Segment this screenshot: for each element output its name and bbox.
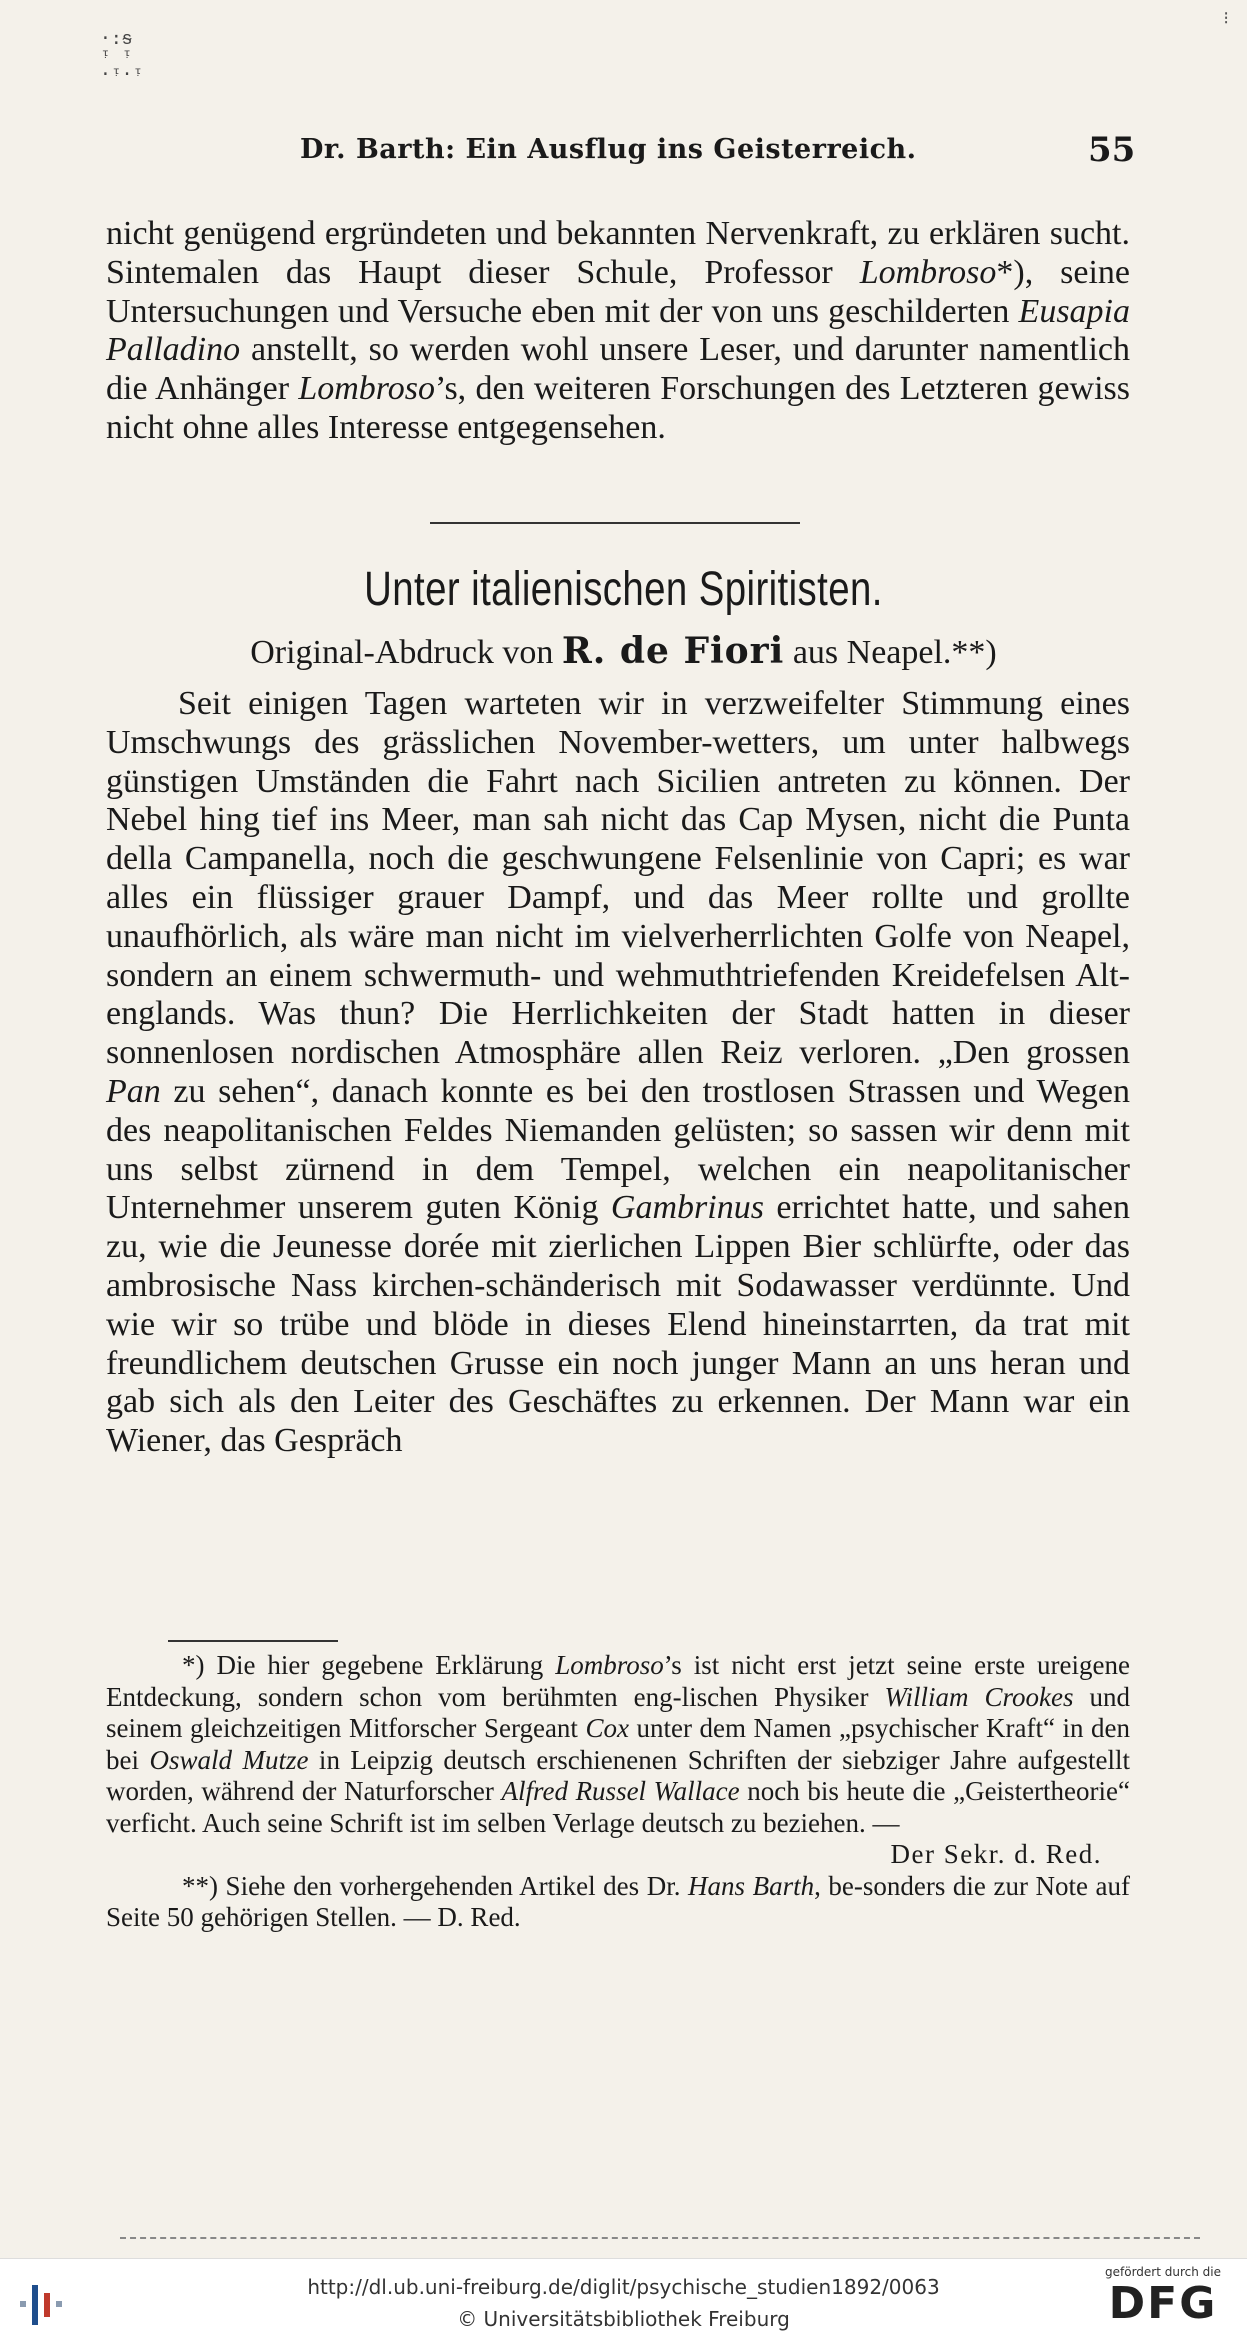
digitization-footer: [0, 2258, 1247, 2345]
section-divider: [430, 522, 800, 524]
author-name: R. de Fiori: [561, 630, 785, 672]
permalink-url[interactable]: http://dl.ub.uni-freiburg.de/diglit/psychische_studien1892/0063: [307, 2275, 940, 2299]
footnote-1-signoff: Der Sekr. d. Red.: [890, 1839, 1102, 1869]
dfg-wordmark: DFG: [1108, 2278, 1218, 2329]
dfg-logo: [1093, 2265, 1233, 2329]
running-head: Dr. Barth: Ein Ausflug ins Geisterreich.: [300, 134, 917, 165]
copyright-notice: © Universitätsbibliothek Freiburg: [457, 2307, 790, 2331]
scan-edge-artifact: [120, 2237, 1200, 2239]
page-header: [0, 130, 1247, 180]
footnote-2: **) Siehe den vorhergehenden Artikel des Dr. Hans Barth, be-sonders die zur Note auf Seite 50 gehörigen Stellen. — D. Red.: [106, 1870, 1131, 1932]
section-title: Unter italienischen Spiritisten.: [364, 563, 883, 616]
main-paragraph: Seit einigen Tagen warteten wir in verzweifelter Stimmung eines Umschwungs des grässlichen November-wetters, um unter halbwegs günstigen Umständen die Fahrt nach Sicilien antreten zu können. Der Nebel hing tief ins Meer, man sah nicht das Cap Mysen, nicht die Punta della Campanella, noch die geschwungene Felsenlinie von Capri; es war alles ein flüssiger grauer Dampf, und das Meer rollte und grollte unaufhörlich, als wäre man nicht im vielverherrlichten Golfe von Neapel, sondern an einem schwermuth- und wehmuthtriefenden Kreidefelsen Alt-englands. Was thun? Die Herrlichkeiten der Stadt hatten in dieser sonnenlosen nordischen Atmosphäre allen Reiz verloren. „Den grossen Pan zu sehen“, danach konnte es bei den trostlosen Strassen und Wegen des neapolitanischen Feldes Niemanden gelüsten; so sassen wir denn mit uns selbst zürnend in dem Tempel, welchen ein neapolitanischer Unternehmer unserem guten König Gambrinus errichtet hatte, und sahen zu, wie die Jeunesse dorée mit zierlichen Lippen Bier schlürfte, oder das ambrosische Nass kirchen-schänderisch mit Sodawasser verdünnte. Und wie wir so trübe und blöde in dieses Elend hineinstarrten, da trat mit freundlichem deutschen Grusse ein noch junger Mann an uns heran und gab sich als den Leiter des Geschäftes zu erkennen. Der Mann war ein Wiener, das Gespräch: [106, 685, 1130, 1460]
footnotes: [106, 1650, 1130, 1934]
section-subtitle: Original-Abdruck von R. de Fiori aus Neapel.**): [250, 630, 997, 672]
library-stamp-mark: ·:ᵴ ᵎ ᵎ ·ᵎ·ᵎ: [100, 28, 144, 85]
intro-paragraph: nicht genügend ergründeten und bekannten Nervenkraft, zu erklären sucht. Sintemalen das Haupt dieser Schule, Professor Lombroso*), seine Untersuchungen und Versuche eben mit der von uns geschilderten Eusapia Palladino anstellt, so werden wohl unsere Leser, und darunter namentlich die Anhänger Lombroso’s, den weiteren Forschungen des Letzteren gewiss nicht ohne alles Interesse entgegensehen.: [106, 215, 1131, 446]
footnote-divider: [168, 1640, 338, 1642]
footnote-1: *) Die hier gegebene Erklärung Lombroso’s ist nicht erst jetzt seine erste ureigene Entdeckung, sondern schon vom berühmten eng-lischen Physiker William Crookes und seinem gleichzeitigen Mitforscher Sergeant Cox unter dem Namen „psychischer Kraft“ in den bei Oswald Mutze in Leipzig deutsch erschienenen Schriften der siebziger Jahre aufgestellt worden, während der Naturforscher Alfred Russel Wallace noch bis heute die „Geistertheorie“ verficht. Auch seine Schrift ist im selben Verlage deutsch zu beziehen. —: [106, 1650, 1131, 1838]
dfg-tagline: gefördert durch die: [1105, 2265, 1221, 2279]
page-number: 55: [1088, 130, 1136, 170]
corner-mark: ⁝: [1223, 8, 1229, 29]
